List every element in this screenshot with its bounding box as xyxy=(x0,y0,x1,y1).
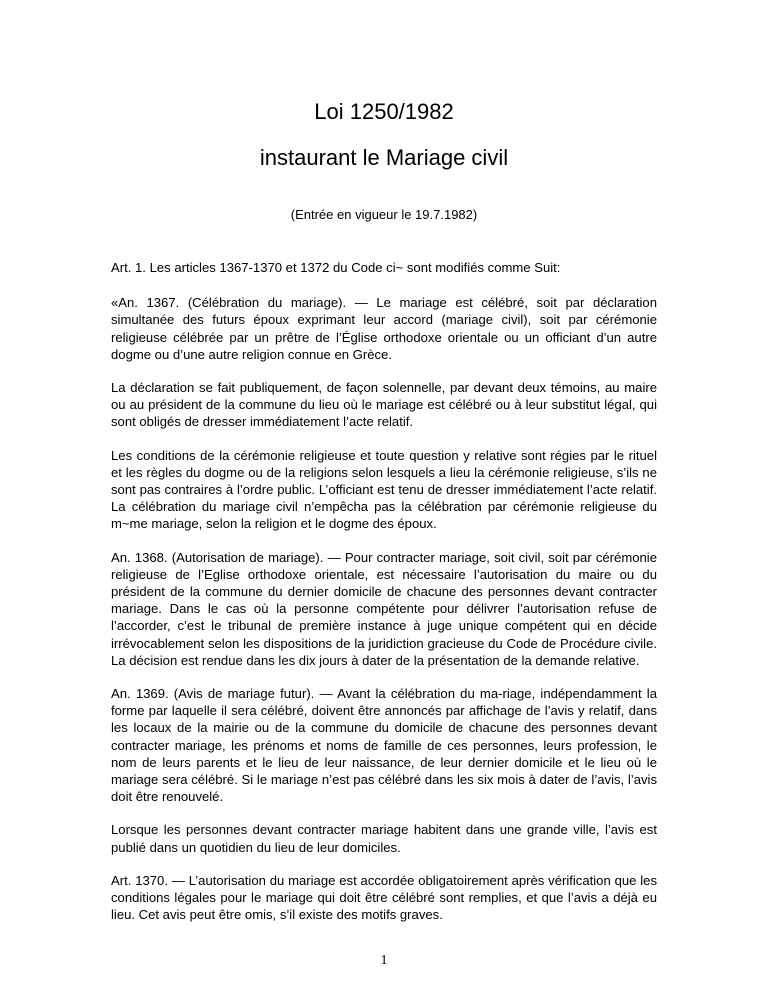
document-body xyxy=(111,259,657,940)
paragraph-art-1369: An. 1369. (Avis de mariage futur). — Avant la célébration du ma-riage, indépendamment la forme par laquelle il sera célébré, doivent être annoncés par affichage de l’avis y relatif, dans les locaux de la mairie ou de la commune du domicile de chacune des personnes devant contracter mariage, les prénoms et noms de famille de ces personnes, leurs profession, le nom de leurs parents et le lieu de leur naissance, de leur dernier domicile et le lieu où le mariage sera célébré. Si le mariage n’est pas célébré dans les six mois à dater de l’avis, l’avis doit être renouvelé. xyxy=(111,686,657,805)
document-title-subject: instaurant le Mariage civil xyxy=(259,145,509,170)
paragraph-large-city: Lorsque les personnes devant contracter mariage habitent dans une grande ville, l’avis est publié dans un quotidien du lieu de leur domiciles. xyxy=(111,822,657,855)
effective-date: (Entrée en vigueur le 19.7.1982) xyxy=(290,207,478,222)
paragraph-religious-ceremony: Les conditions de la cérémonie religieuse et toute question y relative sont régies par le rituel et les règles du dogme ou de la religions selon lesquels a lieu la cérémonie religieuse, s’ils ne sont pas contraires à l’ordre public. L’officiant est tenu de dresser immédiatement l’acte relatif. La célébration du mariage civil n’empêcha pas la célébration par cérémonie religieuse du m~me mariage, selon la religion et le dogme des époux. xyxy=(111,447,657,532)
document-title: Loi 1250/1982 xyxy=(314,99,454,124)
paragraph-art-1368: An. 1368. (Autorisation de mariage). — Pour contracter mariage, soit civil, soit par cérémonie religieuse de l’Eglise orthodoxe orientale, est nécessaire l’autorisation du maire ou du président de la commune du dernier domicile de chacune des personnes devant contracter mariage. Dans le cas où la personne compétente pour délivrer l’autorisation refuse de l’accorder, c’est le tribunal de première instance à juge unique compétent qui en décide irrévocablement selon les dispositions de la juridiction gracieuse du Code de Procédure civile. La décision est rendue dans les dix jours à dater de la présentation de la demande relative. xyxy=(111,549,657,668)
paragraph-article-1: Art. 1. Les articles 1367-1370 et 1372 du Code ci~ sont modifiés comme Suit: xyxy=(111,260,561,275)
page-number: 1 xyxy=(380,953,388,968)
paragraph-declaration: La déclaration se fait publiquement, de façon solennelle, par devant deux témoins, au maire ou au président de la commune du lieu où le mariage est célébré ou à leur substitut légal, qui sont obligés de dresser immédiatement l’acte relatif. xyxy=(111,380,657,430)
paragraph-art-1367: «An. 1367. (Célébration du mariage). — Le mariage est célébré, soit par déclaration simultanée des futurs époux exprimant leur accord (mariage civil), soit par cérémonie religieuse célébrée par un prêtre de l’Église orthodoxe orientale ou un officiant d’un autre dogme ou d’une autre religion connue en Grèce. xyxy=(111,295,657,362)
paragraph-art-1370: Art. 1370. — L’autorisation du mariage est accordée obligatoirement après vérification que les conditions légales pour le mariage qui doit être célébré sont remplies, et que l’avis a déjà eu lieu. Cet avis peut être omis, s’il existe des motifs graves. xyxy=(111,872,657,923)
